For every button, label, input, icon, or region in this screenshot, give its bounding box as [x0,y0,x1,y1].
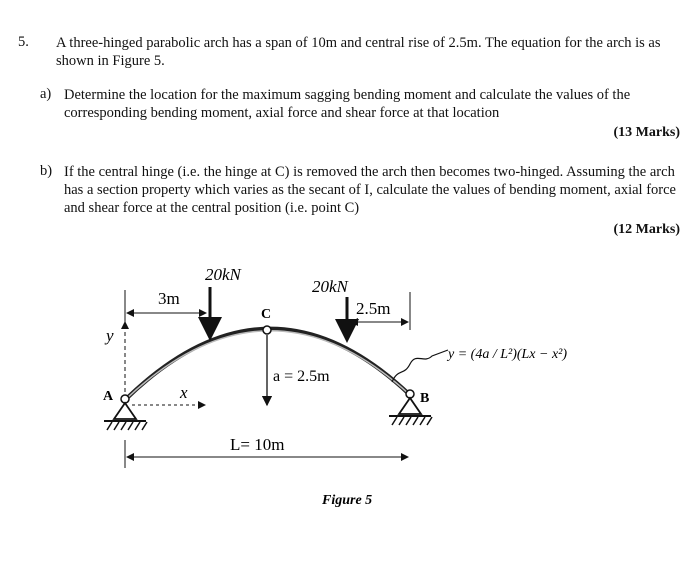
equation-label: y = (4a / L²)(Lx − x²) [448,347,568,362]
x-axis-label: x [180,383,188,402]
part-b-marks: (12 Marks) [613,222,680,237]
part-b-text: If the central hinge (i.e. the hinge at C) is removed the arch then becomes two-hinged. Assuming the arch has a section property which varies as the secant of I, calculate the values of bending moment, axial force and shear force at the central position (i.e. point C) [64,164,676,216]
figure-caption: Figure 5 [322,493,373,508]
span-label: L= 10m [230,435,285,454]
dim-2-5m-label: 2.5m [356,299,391,318]
dim-3m-label: 3m [158,289,180,308]
question-intro: A three-hinged parabolic arch has a span of 10m and central rise of 2.5m. The equation for the arch is as shown in Figure 5. [56,35,661,69]
part-a-text: Determine the location for the maximum sagging bending moment and calculate the values of the corresponding bending moment, axial force and shear force at that location [64,87,631,121]
equation-leader [392,350,448,382]
hinge-c [263,326,271,334]
rise-label: a = 2.5m [273,368,330,385]
support-b-label: B [420,391,430,406]
question-number: 5. [18,34,29,50]
y-axis-label: y [106,326,114,345]
load-right-label: 20kN [312,277,348,296]
support-a-label: A [103,389,114,404]
part-b-label: b) [40,163,53,179]
hinge-c-label: C [261,307,272,322]
part-a-label: a) [40,86,52,102]
part-a-marks: (13 Marks) [613,125,680,140]
load-left-label: 20kN [205,265,241,284]
